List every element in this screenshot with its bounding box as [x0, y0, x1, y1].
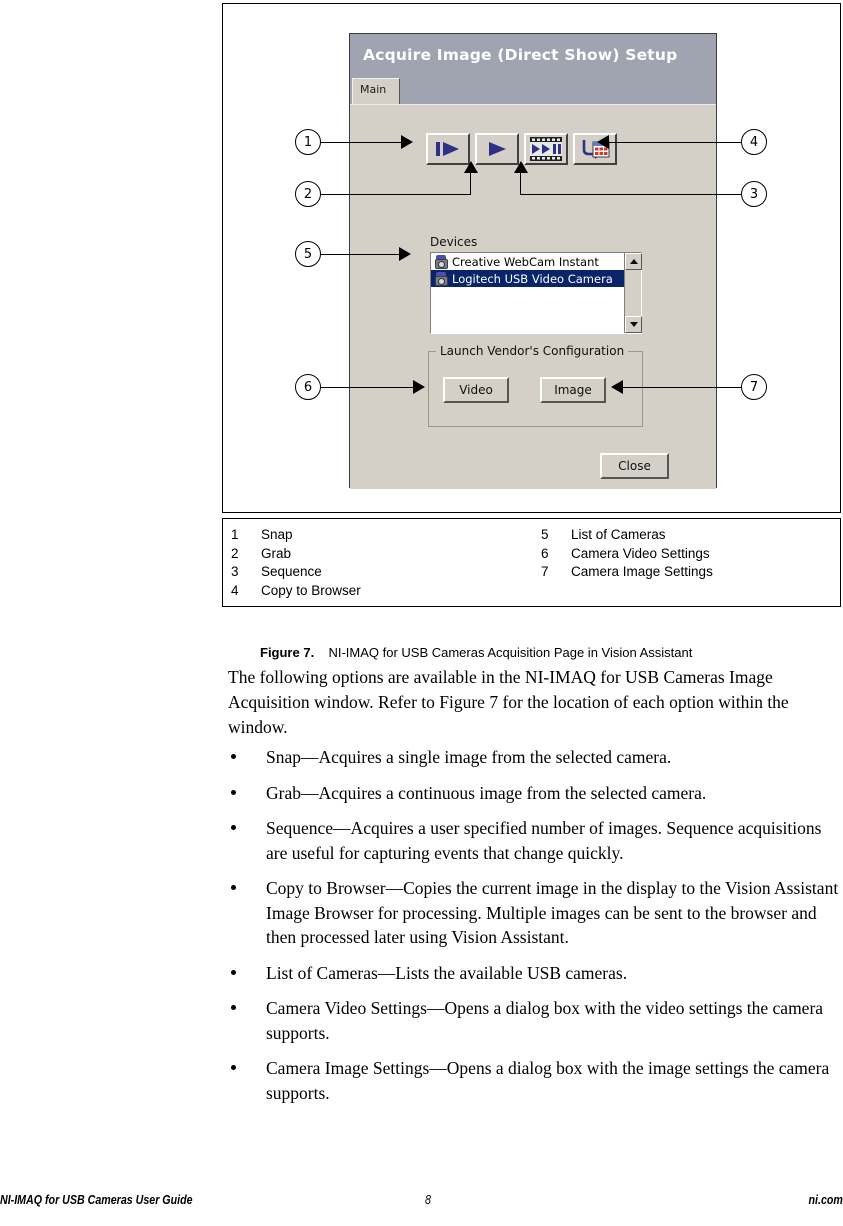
devices-label: Devices — [430, 235, 478, 249]
copy-to-browser-icon — [575, 135, 615, 163]
bullet-text: Camera Image Settings—Opens a dialog box with the image settings the camera supports. — [266, 1058, 830, 1103]
callout-6-leader — [321, 387, 416, 388]
legend-label: Camera Image Settings — [571, 564, 713, 579]
callout-1-leader — [321, 142, 405, 143]
legend-item — [231, 526, 361, 545]
bullet-text: Camera Video Settings—Opens a dialog box with the video settings the camera supports. — [266, 998, 824, 1043]
callout-2-arrow — [464, 161, 478, 173]
legend-column-right — [541, 526, 713, 582]
bullet-icon — [231, 970, 236, 975]
callout-6: 6 — [295, 374, 321, 400]
list-item — [228, 996, 840, 1045]
legend-label: Snap — [261, 527, 293, 542]
figure-caption — [260, 645, 843, 660]
callout-3: 3 — [741, 181, 767, 207]
scroll-down-icon[interactable] — [625, 316, 642, 333]
tab-strip — [350, 78, 716, 104]
legend-number: 1 — [231, 527, 239, 542]
callout-2: 2 — [295, 181, 321, 207]
legend-item — [541, 545, 713, 564]
options-bullet-list — [228, 745, 840, 1116]
footer-page-number: 8 — [425, 1192, 431, 1207]
legend-item — [231, 582, 361, 601]
scroll-up-icon[interactable] — [625, 253, 642, 270]
webcam-icon — [433, 255, 449, 269]
list-item — [228, 745, 840, 770]
dialog-titlebar — [350, 34, 716, 78]
callout-6-arrow — [413, 380, 425, 394]
callout-2-leader — [321, 194, 471, 195]
bullet-icon — [231, 1005, 236, 1010]
snap-icon — [428, 135, 468, 163]
figure-caption-label: Figure 7. — [260, 645, 315, 660]
figure-legend — [222, 518, 841, 607]
legend-label: Grab — [261, 545, 292, 561]
callout-1: 1 — [295, 129, 321, 155]
legend-number: 5 — [541, 527, 549, 542]
callout-5: 5 — [295, 241, 321, 267]
list-item — [228, 961, 840, 986]
bullet-text: List of Cameras—Lists the available USB cameras. — [266, 962, 628, 983]
callout-3-leader-v — [520, 172, 521, 194]
bullet-icon — [231, 754, 236, 759]
callout-4-arrow — [597, 135, 609, 149]
dialog-title: Acquire Image (Direct Show) Setup — [363, 46, 678, 64]
callout-1-arrow — [401, 135, 413, 149]
legend-item — [231, 545, 361, 564]
legend-item — [541, 563, 713, 582]
legend-number: 4 — [231, 582, 239, 598]
legend-label: Camera Video Settings — [571, 545, 710, 561]
grab-button[interactable] — [475, 133, 519, 165]
legend-label: List of Cameras — [571, 527, 666, 542]
callout-3-arrow — [514, 161, 528, 173]
callout-7-leader — [623, 387, 742, 388]
list-item-label: Logitech USB Video Camera — [452, 271, 613, 286]
list-item[interactable] — [431, 253, 641, 270]
page-footer — [0, 1192, 843, 1210]
callout-5-leader — [321, 254, 403, 255]
close-button[interactable]: Close — [600, 453, 669, 479]
copy-to-browser-button[interactable] — [573, 133, 617, 165]
list-item — [228, 781, 840, 806]
legend-item — [541, 526, 713, 545]
list-item — [228, 816, 840, 865]
legend-number: 2 — [231, 545, 239, 561]
figure-frame — [222, 3, 841, 513]
bullet-icon — [231, 790, 236, 795]
bullet-text: Snap—Acquires a single image from the selected camera. — [266, 747, 672, 767]
figure-caption-text: NI-IMAQ for USB Cameras Acquisition Page in Vision Assistant — [328, 645, 693, 660]
webcam-icon — [433, 272, 449, 286]
list-item-label: Creative WebCam Instant — [452, 254, 599, 269]
callout-4: 4 — [741, 129, 767, 155]
sequence-button[interactable] — [524, 133, 568, 165]
legend-number: 6 — [541, 545, 549, 561]
callout-3-leader — [520, 194, 742, 195]
callout-4-leader — [609, 142, 742, 143]
bullet-text: Copy to Browser—Copies the current image in the display to the Vision Assistant Image Browser for processing. Multiple images can be sent to the browser and then processed later using Vision Assistant. — [266, 878, 839, 947]
list-item — [228, 876, 840, 950]
legend-label: Sequence — [261, 564, 322, 579]
image-settings-button[interactable]: Image — [540, 377, 606, 403]
bullet-icon — [231, 825, 236, 830]
tab-main[interactable] — [352, 78, 400, 104]
legend-number: 3 — [231, 564, 239, 579]
list-item[interactable] — [431, 270, 641, 287]
callout-7: 7 — [741, 374, 767, 400]
dialog-body — [350, 104, 716, 489]
bullet-icon — [231, 1065, 236, 1070]
devices-scrollbar[interactable] — [624, 253, 641, 333]
bullet-text: Grab—Acquires a continuous image from the selected camera. — [266, 782, 707, 803]
tab-main-label: Main — [360, 83, 387, 96]
grab-icon — [477, 135, 517, 163]
list-item — [228, 1056, 840, 1105]
callout-2-leader-v — [470, 172, 471, 194]
footer-guide-title: NI-IMAQ for USB Cameras User Guide — [0, 1192, 193, 1207]
legend-label: Copy to Browser — [261, 582, 361, 598]
bullet-text: Sequence—Acquires a user specified number of images. Sequence acquisitions are useful for capturing events that change quickly. — [266, 818, 822, 863]
devices-list[interactable] — [430, 252, 642, 334]
legend-item — [231, 563, 361, 582]
sequence-icon — [526, 135, 566, 163]
callout-7-arrow — [611, 380, 623, 394]
intro-paragraph: The following options are available in the NI-IMAQ for USB Cameras Image Acquisition window. Refer to Figure 7 for the location of each option within the window. — [228, 667, 789, 737]
launch-vendor-configuration-title: Launch Vendor's Configuration — [436, 344, 628, 358]
legend-number: 7 — [541, 564, 549, 579]
footer-website: ni.com — [808, 1192, 843, 1207]
legend-column-left — [231, 526, 361, 600]
bullet-icon — [231, 885, 236, 890]
video-settings-button[interactable]: Video — [443, 377, 509, 403]
callout-5-arrow — [399, 247, 411, 261]
